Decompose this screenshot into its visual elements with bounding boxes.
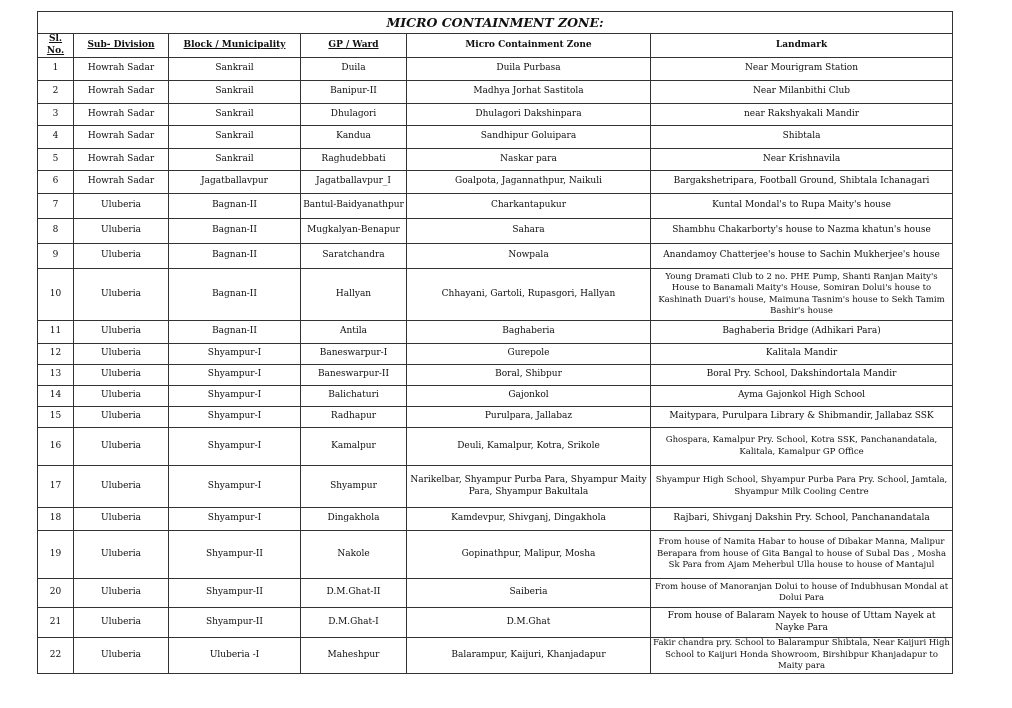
cell-block: Shyampur-II [169,608,301,638]
cell-zone: Madhya Jorhat Sastitola [407,81,651,104]
cell-gp-ward: Saratchandra [301,244,407,269]
table-row [38,508,953,531]
cell-sl-no: 1 [38,58,74,81]
cell-zone: Gurepole [407,344,651,365]
cell-sub-division: Uluberia [74,638,169,674]
cell-sl-no: 18 [38,508,74,531]
cell-block: Jagatballavpur [169,171,301,194]
table-row [38,407,953,428]
header-landmark: Landmark [651,34,953,58]
cell-block: Sankrail [169,149,301,171]
title-row [38,12,953,34]
cell-gp-ward: Hallyan [301,269,407,321]
cell-block: Bagnan-II [169,194,301,219]
cell-sub-division: Uluberia [74,269,169,321]
cell-sub-division: Uluberia [74,428,169,466]
cell-zone: Charkantapukur [407,194,651,219]
header-gp-ward: GP / Ward [301,34,407,58]
cell-landmark: From house of Manoranjan Dolui to house of Indubhusan Mondal at Dolui Para [651,579,953,608]
cell-block: Shyampur-I [169,365,301,386]
cell-landmark: Shibtala [651,126,953,149]
cell-gp-ward: Baneswarpur-I [301,344,407,365]
table-row [38,149,953,171]
cell-zone: Baghaberia [407,321,651,344]
cell-landmark: Kuntal Mondal's to Rupa Maity's house [651,194,953,219]
containment-zone-sheet [37,11,952,674]
cell-zone: Deuli, Kamalpur, Kotra, Srikole [407,428,651,466]
cell-gp-ward: Antila [301,321,407,344]
table-row [38,466,953,508]
cell-sub-division: Uluberia [74,608,169,638]
header-row [38,34,953,58]
cell-landmark: From house of Namita Habar to house of Dibakar Manna, Malipur Berapara from house of Gita Bangal to house of Subal Das , Mosha Sk Para from Ajam Meherbul Ulla house to house of Mantajul [651,531,953,579]
cell-zone: Sandhipur Goluipara [407,126,651,149]
cell-block: Shyampur-I [169,386,301,407]
cell-landmark: Baghaberia Bridge (Adhikari Para) [651,321,953,344]
cell-sub-division: Howrah Sadar [74,58,169,81]
cell-sub-division: Howrah Sadar [74,149,169,171]
cell-landmark: Shambhu Chakarborty's house to Nazma khatun's house [651,219,953,244]
cell-sl-no: 3 [38,104,74,126]
cell-sl-no: 15 [38,407,74,428]
cell-sub-division: Uluberia [74,365,169,386]
cell-sl-no: 22 [38,638,74,674]
cell-gp-ward: D.M.Ghat-I [301,608,407,638]
cell-gp-ward: Maheshpur [301,638,407,674]
table-row [38,579,953,608]
cell-block: Shyampur-I [169,428,301,466]
cell-zone: Balarampur, Kaijuri, Khanjadapur [407,638,651,674]
cell-sub-division: Uluberia [74,531,169,579]
cell-block: Bagnan-II [169,219,301,244]
cell-block: Sankrail [169,58,301,81]
table-row [38,344,953,365]
cell-block: Shyampur-I [169,466,301,508]
cell-gp-ward: D.M.Ghat-II [301,579,407,608]
cell-landmark: Fakir chandra pry. School to Balarampur Shibtala, Near Kaijuri High School to Kaijuri Honda Showroom, Birshibpur Khanjadapur to Maity para [651,638,953,674]
cell-zone: Boral, Shibpur [407,365,651,386]
cell-sub-division: Uluberia [74,508,169,531]
cell-landmark: Boral Pry. School, Dakshindortala Mandir [651,365,953,386]
cell-gp-ward: Kandua [301,126,407,149]
cell-block: Shyampur-I [169,508,301,531]
cell-block: Uluberia -I [169,638,301,674]
cell-landmark: Kalitala Mandir [651,344,953,365]
header-sub-division: Sub- Division [74,34,169,58]
cell-landmark: Young Dramati Club to 2 no. PHE Pump, Shanti Ranjan Maity's House to Banamali Maity's House, Somiran Dolui's house to Kashinath Duari's house, Maimuna Tasnim's house to Sekh Tamim Bashir's house [651,269,953,321]
table-row [38,531,953,579]
table-row [38,126,953,149]
cell-landmark: Rajbari, Shivganj Dakshin Pry. School, Panchanandatala [651,508,953,531]
cell-landmark: Ghospara, Kamalpur Pry. School, Kotra SSK, Panchanandatala, Kalitala, Kamalpur GP Office [651,428,953,466]
cell-sub-division: Uluberia [74,321,169,344]
cell-sl-no: 12 [38,344,74,365]
cell-zone: Chhayani, Gartoli, Rupasgori, Hallyan [407,269,651,321]
cell-sl-no: 8 [38,219,74,244]
cell-sub-division: Uluberia [74,344,169,365]
containment-zone-table [37,11,953,674]
cell-landmark: Anandamoy Chatterjee's house to Sachin Mukherjee's house [651,244,953,269]
cell-landmark: Near Krishnavila [651,149,953,171]
cell-zone: Saiberia [407,579,651,608]
cell-sl-no: 21 [38,608,74,638]
cell-gp-ward: Kamalpur [301,428,407,466]
cell-gp-ward: Nakole [301,531,407,579]
cell-gp-ward: Jagatballavpur_I [301,171,407,194]
cell-sl-no: 2 [38,81,74,104]
table-row [38,81,953,104]
header-zone: Micro Containment Zone [407,34,651,58]
table-row [38,104,953,126]
cell-zone: Goalpota, Jagannathpur, Naikuli [407,171,651,194]
cell-sl-no: 19 [38,531,74,579]
cell-landmark: From house of Balaram Nayek to house of Uttam Nayek at Nayke Para [651,608,953,638]
cell-gp-ward: Raghudebbati [301,149,407,171]
cell-sub-division: Uluberia [74,407,169,428]
table-row [38,244,953,269]
cell-zone: Kamdevpur, Shivganj, Dingakhola [407,508,651,531]
cell-block: Shyampur-I [169,407,301,428]
cell-block: Shyampur-II [169,531,301,579]
table-row [38,194,953,219]
cell-zone: Sahara [407,219,651,244]
cell-sl-no: 10 [38,269,74,321]
cell-gp-ward: Mugkalyan-Benapur [301,219,407,244]
cell-sub-division: Howrah Sadar [74,126,169,149]
table-row [38,321,953,344]
cell-sub-division: Uluberia [74,579,169,608]
cell-zone: Nowpala [407,244,651,269]
cell-gp-ward: Dingakhola [301,508,407,531]
cell-block: Sankrail [169,126,301,149]
cell-sl-no: 4 [38,126,74,149]
cell-gp-ward: Baneswarpur-II [301,365,407,386]
cell-gp-ward: Balichaturi [301,386,407,407]
cell-landmark: Shyampur High School, Shyampur Purba Para Pry. School, Jamtala, Shyampur Milk Cooling Centre [651,466,953,508]
cell-zone: Purulpara, Jallabaz [407,407,651,428]
table-row [38,269,953,321]
cell-gp-ward: Bantul-Baidyanathpur [301,194,407,219]
table-row [38,365,953,386]
cell-sub-division: Uluberia [74,244,169,269]
cell-zone: Naskar para [407,149,651,171]
cell-landmark: Bargakshetripara, Football Ground, Shibtala Ichanagari [651,171,953,194]
cell-sl-no: 9 [38,244,74,269]
cell-gp-ward: Duila [301,58,407,81]
header-sl-no: Sl. No. [38,34,74,58]
cell-landmark: Near Milanbithi Club [651,81,953,104]
cell-block: Bagnan-II [169,321,301,344]
cell-gp-ward: Radhapur [301,407,407,428]
cell-sub-division: Howrah Sadar [74,171,169,194]
table-row [38,386,953,407]
cell-sub-division: Uluberia [74,194,169,219]
cell-sub-division: Uluberia [74,386,169,407]
cell-sl-no: 14 [38,386,74,407]
cell-sl-no: 7 [38,194,74,219]
cell-sl-no: 11 [38,321,74,344]
cell-block: Bagnan-II [169,244,301,269]
cell-landmark: Near Mourigram Station [651,58,953,81]
cell-sub-division: Uluberia [74,466,169,508]
table-row [38,428,953,466]
cell-landmark: Maitypara, Purulpara Library & Shibmandir, Jallabaz SSK [651,407,953,428]
table-body [38,58,953,674]
table-row [38,58,953,81]
cell-sub-division: Howrah Sadar [74,81,169,104]
cell-block: Sankrail [169,104,301,126]
table-title: MICRO CONTAINMENT ZONE: [38,12,953,34]
cell-sub-division: Howrah Sadar [74,104,169,126]
header-block: Block / Municipality [169,34,301,58]
cell-zone: Gopinathpur, Malipur, Mosha [407,531,651,579]
cell-gp-ward: Dhulagori [301,104,407,126]
cell-zone: Narikelbar, Shyampur Purba Para, Shyampur Maity Para, Shyampur Bakultala [407,466,651,508]
cell-block: Bagnan-II [169,269,301,321]
cell-landmark: Ayma Gajonkol High School [651,386,953,407]
cell-sl-no: 16 [38,428,74,466]
cell-zone: Duila Purbasa [407,58,651,81]
cell-gp-ward: Shyampur [301,466,407,508]
table-row [38,608,953,638]
cell-sl-no: 13 [38,365,74,386]
cell-landmark: near Rakshyakali Mandir [651,104,953,126]
cell-block: Shyampur-I [169,344,301,365]
cell-zone: Dhulagori Dakshinpara [407,104,651,126]
cell-block: Sankrail [169,81,301,104]
cell-sl-no: 6 [38,171,74,194]
table-row [38,638,953,674]
table-row [38,171,953,194]
cell-zone: D.M.Ghat [407,608,651,638]
cell-zone: Gajonkol [407,386,651,407]
cell-sub-division: Uluberia [74,219,169,244]
cell-gp-ward: Banipur-II [301,81,407,104]
cell-block: Shyampur-II [169,579,301,608]
table-row [38,219,953,244]
cell-sl-no: 17 [38,466,74,508]
cell-sl-no: 20 [38,579,74,608]
cell-sl-no: 5 [38,149,74,171]
